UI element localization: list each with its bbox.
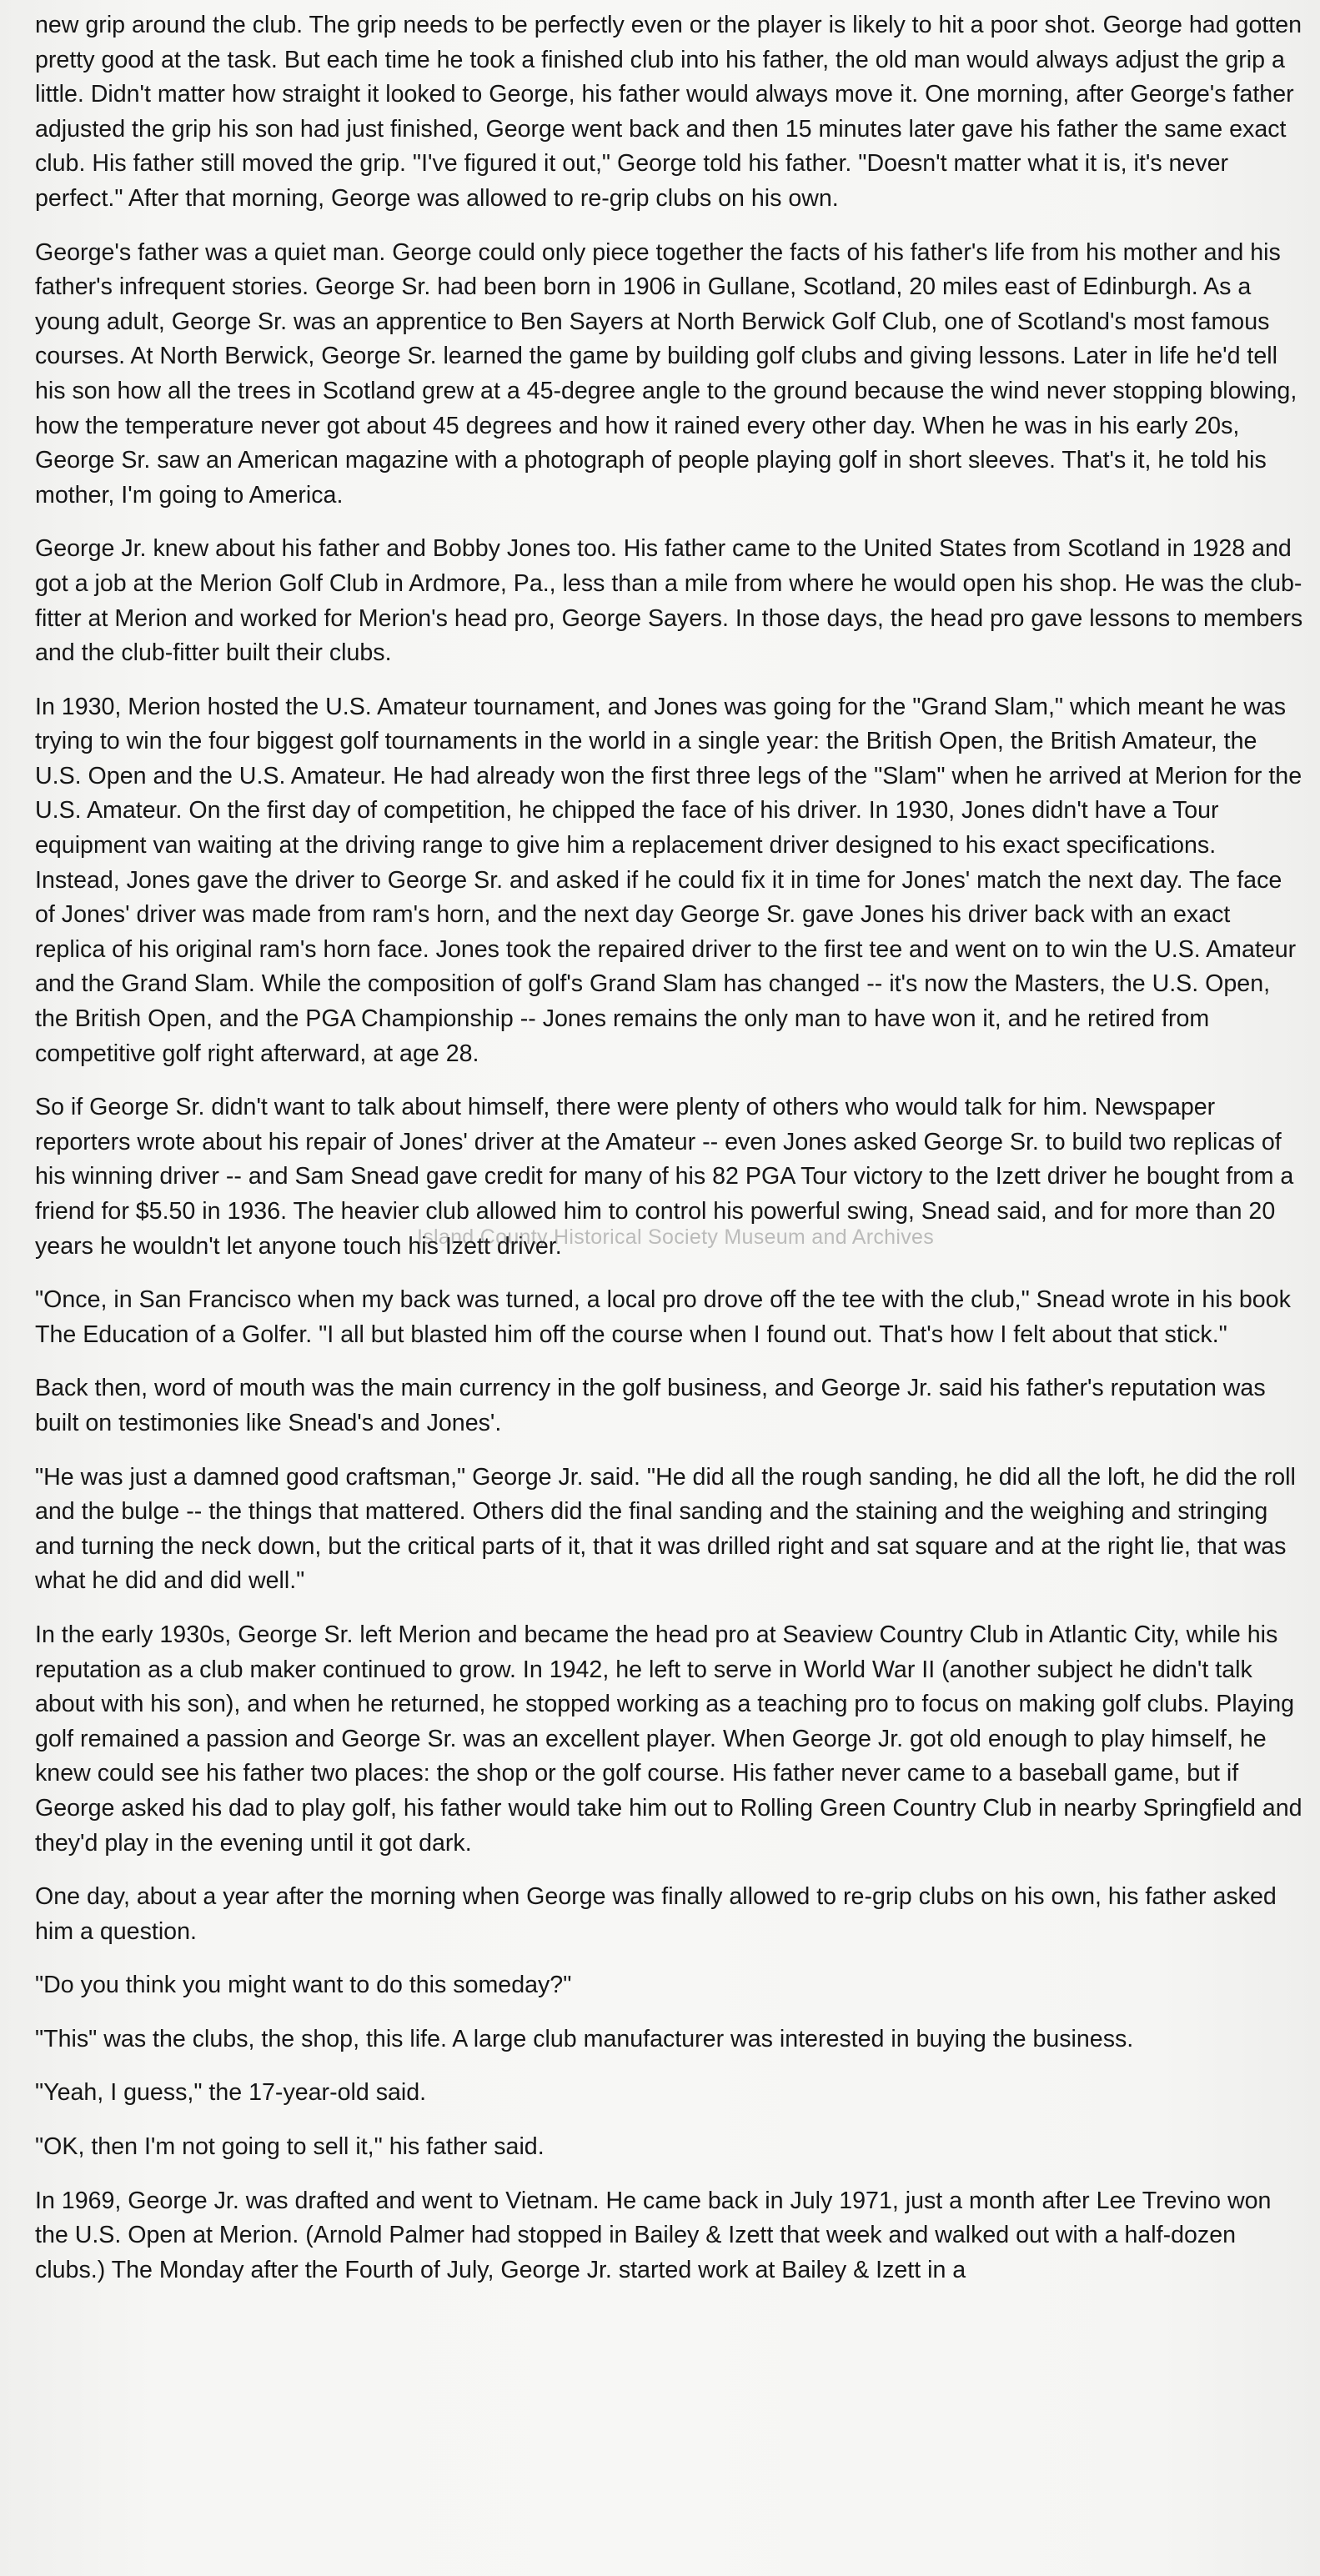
- paragraph: Back then, word of mouth was the main currency in the golf business, and George Jr. said his father's reputation was built on testimonies like Snead's and Jones'.: [35, 1375, 1266, 1436]
- paragraph: So if George Sr. didn't want to talk about himself, there were plenty of others who would talk for him. Newspaper reporters wrote about his repair of Jones' driver at the Amateur -- even Jones asked George Sr. to build two replicas of his winning driver -- and Sam Snead gave credit for many of his 82 PGA Tour victory to the Izett driver he bought from a friend for $5.50 in 1936. The heavier club allowed him to control his powerful swing, Snead said, and for more than 20 years he wouldn't let anyone touch his Izett driver.: [35, 1094, 1294, 1260]
- paragraph: "This" was the clubs, the shop, this life. A large club manufacturer was interested in buying the business.: [35, 2025, 1134, 2052]
- paragraph: "Once, in San Francisco when my back was turned, a local pro drove off the tee with the club," Snead wrote in his book The Education of a Golfer. "I all but blasted him off the course when I found out. That's how I felt about that stick.": [35, 1286, 1291, 1348]
- paragraph: "OK, then I'm not going to sell it," his father said.: [35, 2133, 545, 2161]
- paragraph: "He was just a damned good craftsman," George Jr. said. "He did all the rough sanding, he did all the loft, he did the roll and the bulge -- the things that mattered. Others did the final sanding and the staining and the weighing and stringing and turning the neck down, but the critical parts of it, that it was drilled right and sat square and at the right lie, that was what he did and did well.": [35, 1463, 1296, 1595]
- paragraph: George's father was a quiet man. George could only piece together the facts of his father's life from his mother and his father's infrequent stories. George Sr. had been born in 1906 in Gullane, Scotland, 20 miles east of Edinburgh. As a young adult, George Sr. was an apprentice to Ben Sayers at North Berwick Golf Club, one of Scotland's most famous courses. At North Berwick, George Sr. learned the game by building golf clubs and giving lessons. Later in life he'd tell his son how all the trees in Scotland grew at a 45-degree angle to the ground because the wind never stopping blowing, how the temperature never got about 45 degrees and how it rained every other day. When he was in his early 20s, George Sr. saw an American magazine with a photograph of people playing golf in short sleeves. That's it, he told his mother, I'm going to America.: [35, 238, 1297, 509]
- paragraph: In 1969, George Jr. was drafted and went to Vietnam. He came back in July 1971, just a month after Lee Trevino won the U.S. Open at Merion. (Arnold Palmer had stopped in Bailey & Izett that week and walked out with a half-dozen clubs.) The Monday after the Fourth of July, George Jr. started work at Bailey & Izett in a: [35, 2187, 1272, 2283]
- paragraph: "Yeah, I guess," the 17-year-old said.: [35, 2079, 427, 2107]
- paragraph: One day, about a year after the morning when George was finally allowed to re-grip clubs on his own, his father asked him a question.: [35, 1883, 1277, 1945]
- paragraph: George Jr. knew about his father and Bobby Jones too. His father came to the United States from Scotland in 1928 and got a job at the Merion Golf Club in Ardmore, Pa., less than a mile from where he would open his shop. He was the club-fitter at Merion and worked for Merion's head pro, George Sayers. In those days, the head pro gave lessons to members and the club-fitter built their clubs.: [35, 535, 1303, 667]
- paragraph: In the early 1930s, George Sr. left Merion and became the head pro at Seaview Country Club in Atlantic City, while his reputation as a club maker continued to grow. In 1942, he left to serve in World War II (another subject he didn't talk about with his son), and when he returned, he stopped working as a teaching pro to focus on making golf clubs. Playing golf remained a passion and George Sr. was an excellent player. When George Jr. got old enough to play himself, he knew could see his father two places: the shop or the golf course. His father never came to a baseball game, but if George asked his dad to play golf, his father would take him out to Rolling Green Country Club in nearby Springfield and they'd play in the evening until it got dark.: [35, 1621, 1302, 1857]
- article-body: [35, 8, 1307, 2307]
- paragraph: "Do you think you might want to do this someday?": [35, 1972, 572, 1999]
- paragraph: In 1930, Merion hosted the U.S. Amateur tournament, and Jones was going for the "Grand Slam," which meant he was trying to win the four biggest golf tournaments in the world in a single year: the British Open, the British Amateur, the U.S. Open and the U.S. Amateur. He had already won the first three legs of the "Slam" when he arrived at Merion for the U.S. Amateur. On the first day of competition, he chipped the face of his driver. In 1930, Jones didn't have a Tour equipment van waiting at the driving range to give him a replacement driver designed to his exact specifications. Instead, Jones gave the driver to George Sr. and asked if he could fix it in time for Jones' match the next day. The face of Jones' driver was made from ram's horn, and the next day George Sr. gave Jones his driver back with an exact replica of his original ram's horn face. Jones took the repaired driver to the first tee and went on to win the U.S. Amateur and the Grand Slam. While the composition of golf's Grand Slam has changed -- it's now the Masters, the U.S. Open, the British Open, and the PGA Championship -- Jones remains the only man to have won it, and he retired from competitive golf right afterward, at age 28.: [35, 693, 1302, 1067]
- archive-watermark: Island County Historical Society Museum and Archives: [417, 1225, 935, 1249]
- paragraph: new grip around the club. The grip needs to be perfectly even or the player is likely to hit a poor shot. George had gotten pretty good at the task. But each time he took a finished club into his father, the old man would always adjust the grip a little. Didn't matter how straight it looked to George, his father would always move it. One morning, after George's father adjusted the grip his son had just finished, George went back and then 15 minutes later gave his father the same exact club. His father still moved the grip. "I've figured it out," George told his father. "Doesn't matter what it is, it's never perfect." After that morning, George was allowed to re-grip clubs on his own.: [35, 12, 1302, 212]
